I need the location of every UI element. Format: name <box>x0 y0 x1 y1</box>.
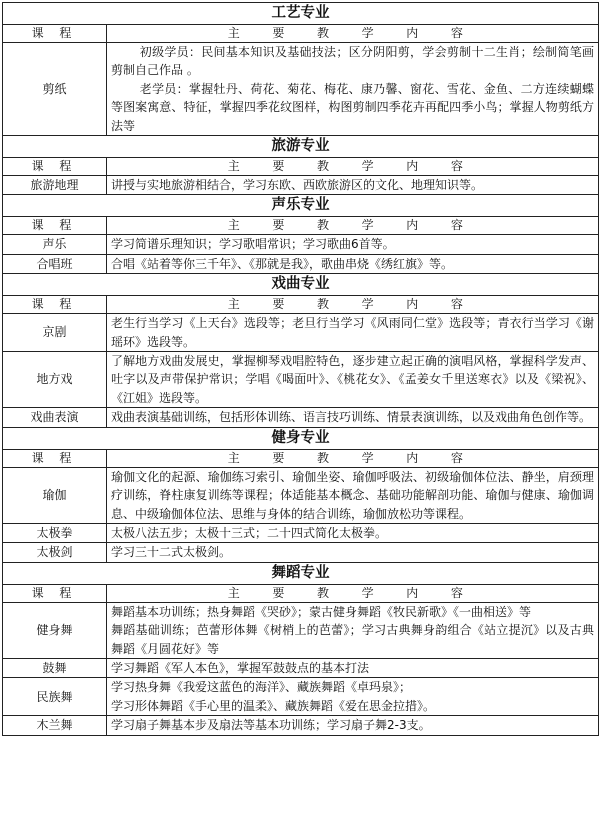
course-name: 戏曲表演 <box>3 408 107 427</box>
section-title-row <box>3 136 599 158</box>
course-row <box>3 658 599 677</box>
course-content <box>107 314 599 352</box>
section-title: 健身专业 <box>3 427 599 449</box>
course-content <box>107 352 599 408</box>
course-name: 京剧 <box>3 314 107 352</box>
course-content <box>107 254 599 273</box>
section-title-row <box>3 195 599 217</box>
course-row <box>3 176 599 195</box>
course-content <box>107 43 599 136</box>
section-title-row <box>3 562 599 584</box>
course-content <box>107 543 599 562</box>
section-title: 旅游专业 <box>3 136 599 158</box>
content-paragraph: 太极八法五步；太极十三式；二十四式简化太极拳。 <box>111 525 388 540</box>
course-name: 太极剑 <box>3 543 107 562</box>
column-header-row <box>3 449 599 467</box>
section-title: 戏曲专业 <box>3 274 599 296</box>
course-row <box>3 523 599 542</box>
content-paragraph: 了解地方戏曲发展史，掌握柳琴戏唱腔特色，逐步建立起正确的演唱风格，掌握科学发声、吐字以及声带保护常识；学唱《喝面叶》、《桃花女》、《孟姜女千里送寒衣》以及《梁祝》、《江姐》选段等。 <box>111 354 594 405</box>
course-row <box>3 235 599 254</box>
course-name: 合唱班 <box>3 254 107 273</box>
column-header-row <box>3 584 599 602</box>
content-paragraph: 学习热身舞《我爱这蓝色的海洋》、藏族舞蹈《卓玛泉》； <box>111 680 412 695</box>
course-column-header: 课 程 <box>3 449 107 467</box>
content-paragraph: 讲授与实地旅游相结合，学习东欧、西欧旅游区的文化、地理知识等。 <box>111 178 484 193</box>
content-paragraph: 戏曲表演基础训练，包括形体训练、语言技巧训练、情景表演训练，以及戏曲角色创作等。 <box>111 410 592 425</box>
course-content <box>107 523 599 542</box>
course-column-header: 课 程 <box>3 296 107 314</box>
course-table <box>2 2 599 736</box>
course-content <box>107 408 599 427</box>
content-paragraph: 学习形体舞蹈《手心里的温柔》、藏族舞蹈《爱在思金拉措》。 <box>111 698 436 713</box>
section-title: 舞蹈专业 <box>3 562 599 584</box>
course-row <box>3 716 599 735</box>
course-row <box>3 602 599 658</box>
content-column-header: 主 要 教 学 内 容 <box>107 449 599 467</box>
course-row <box>3 408 599 427</box>
course-content <box>107 678 599 716</box>
content-column-header: 主 要 教 学 内 容 <box>107 296 599 314</box>
course-name: 民族舞 <box>3 678 107 716</box>
course-name: 鼓舞 <box>3 658 107 677</box>
section-title: 工艺专业 <box>3 3 599 25</box>
course-row <box>3 543 599 562</box>
course-name: 旅游地理 <box>3 176 107 195</box>
content-paragraph: 舞蹈基本功训练；热身舞蹈《哭砂》；蒙古健身舞蹈《牧民新歌》《一曲相送》等 <box>111 604 532 619</box>
content-paragraph: 合唱《站着等你三千年》、《那就是我》，歌曲串烧《绣红旗》等。 <box>111 256 454 271</box>
course-column-header: 课 程 <box>3 25 107 43</box>
course-table-body <box>3 3 599 736</box>
course-name: 声乐 <box>3 235 107 254</box>
section-title-row <box>3 427 599 449</box>
course-column-header: 课 程 <box>3 584 107 602</box>
course-row <box>3 467 599 523</box>
course-content <box>107 467 599 523</box>
course-content <box>107 176 599 195</box>
course-content <box>107 658 599 677</box>
section-title-row <box>3 3 599 25</box>
course-column-header: 课 程 <box>3 158 107 176</box>
column-header-row <box>3 158 599 176</box>
course-name: 木兰舞 <box>3 716 107 735</box>
course-row <box>3 678 599 716</box>
content-column-header: 主 要 教 学 内 容 <box>107 217 599 235</box>
course-content <box>107 716 599 735</box>
column-header-row <box>3 217 599 235</box>
content-paragraph: 老学员：掌握牡丹、荷花、菊花、梅花、康乃馨、窗花、雪花、金鱼、二方连续蝴蝶等图案寓意、特征，掌握四季花纹图样，构图剪制四季花卉再配四季小鸟；掌握人物剪纸方法等 <box>111 81 594 133</box>
content-column-header: 主 要 教 学 内 容 <box>107 584 599 602</box>
course-content <box>107 602 599 658</box>
column-header-row <box>3 25 599 43</box>
content-paragraph: 瑜伽文化的起源、瑜伽练习索引、瑜伽坐姿、瑜伽呼吸法、初级瑜伽体位法、静坐，肩颈理疗训练，脊柱康复训练等课程；体适能基本概念、基础功能解剖功能、瑜伽与健康、瑜伽调息、中级瑜伽体位法、思维与身体的结合训练，瑜伽放松功等课程。 <box>111 469 594 521</box>
content-paragraph: 学习简谱乐理知识；学习歌唱常识；学习歌曲6首等。 <box>111 237 395 252</box>
course-name: 健身舞 <box>3 602 107 658</box>
content-paragraph: 学习扇子舞基本步及扇法等基本功训练；学习扇子舞2-3支。 <box>111 718 431 733</box>
content-paragraph: 学习舞蹈《军人本色》，掌握军鼓鼓点的基本打法 <box>111 660 370 675</box>
course-name: 剪纸 <box>3 43 107 136</box>
section-title: 声乐专业 <box>3 195 599 217</box>
course-row <box>3 314 599 352</box>
course-row <box>3 254 599 273</box>
content-column-header: 主 要 教 学 内 容 <box>107 158 599 176</box>
course-name: 瑜伽 <box>3 467 107 523</box>
section-title-row <box>3 274 599 296</box>
course-name: 太极拳 <box>3 523 107 542</box>
course-column-header: 课 程 <box>3 217 107 235</box>
course-row <box>3 43 599 136</box>
course-name: 地方戏 <box>3 352 107 408</box>
content-column-header: 主 要 教 学 内 容 <box>107 25 599 43</box>
content-paragraph: 学习三十二式太极剑。 <box>111 545 232 560</box>
course-row <box>3 352 599 408</box>
column-header-row <box>3 296 599 314</box>
content-paragraph: 初级学员：民间基本知识及基础技法；区分阴阳剪，学会剪制十二生肖；绘制简笔画剪制自己作品 。 <box>111 45 594 78</box>
course-content <box>107 235 599 254</box>
content-paragraph: 老生行当学习《上天台》选段等；老旦行当学习《风雨同仁堂》选段等；青衣行当学习《谢瑶环》选段等。 <box>111 316 594 349</box>
content-paragraph: 舞蹈基础训练；芭蕾形体舞《树梢上的芭蕾》；学习古典舞身韵组合《站立提沉》以及古典舞蹈《月圆花好》等 <box>111 623 594 656</box>
